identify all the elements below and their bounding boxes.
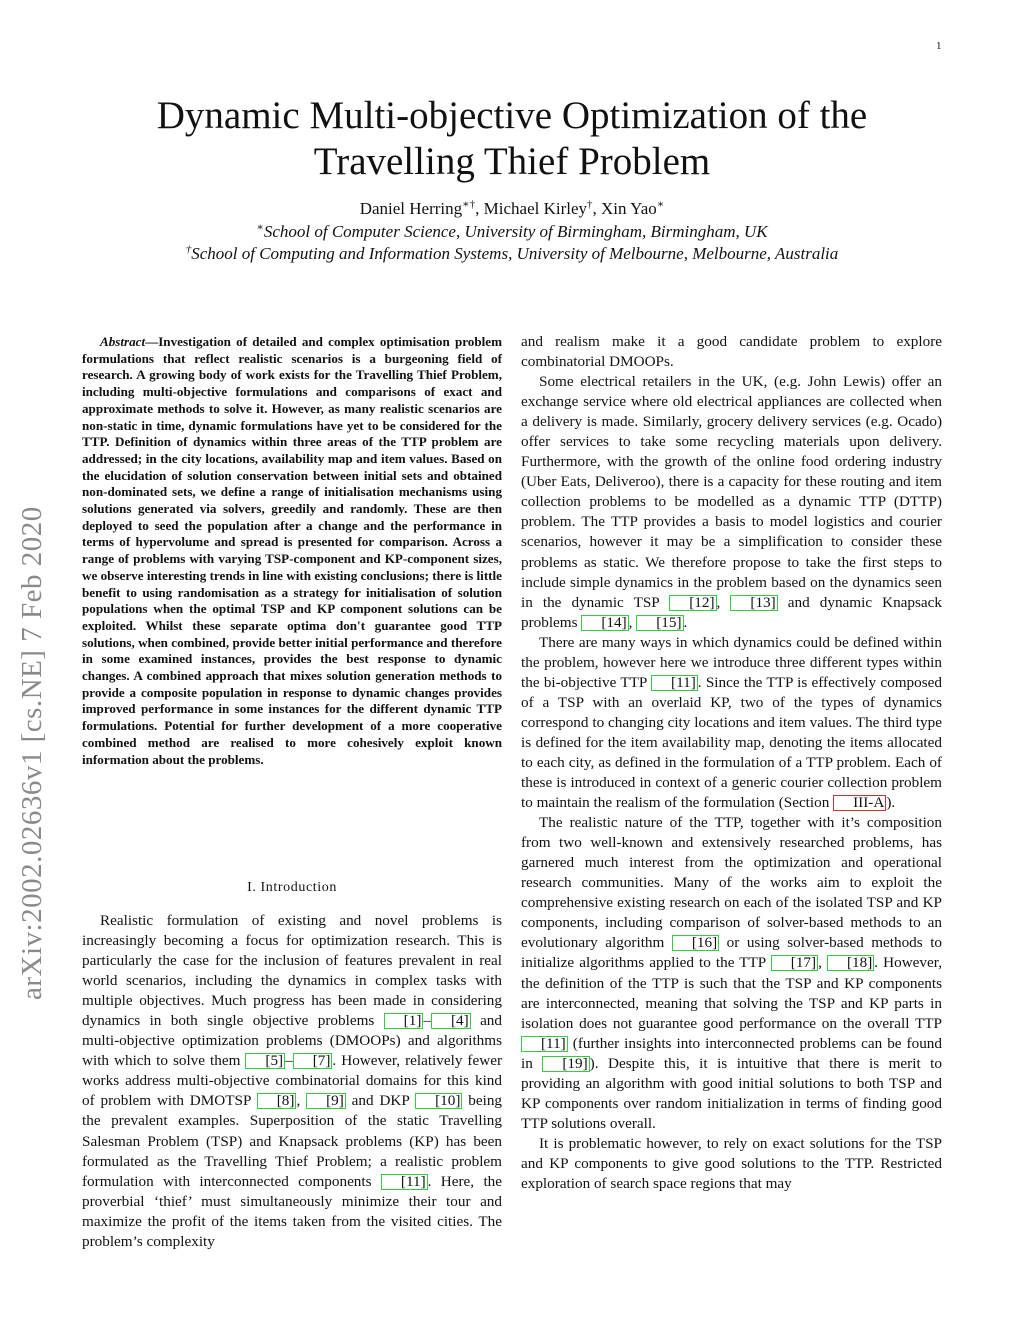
- author-3: , Xin Yao: [592, 199, 657, 218]
- abstract: [82, 334, 502, 768]
- body-text: (further insights into interconnected problems can be found in: [521, 1034, 942, 1072]
- introduction-paragraph-1: [82, 911, 502, 1252]
- author-1: Daniel Herring: [359, 199, 463, 218]
- citation-link[interactable]: [9]: [306, 1093, 346, 1109]
- title-line-1: Dynamic Multi-objective Optimization of the: [156, 94, 868, 137]
- body-text: . However, the definition of the TTP is such that the TSP and KP components are interconnected, meaning that solving the TSP and KP parts in isolation does not guarantee good performance on the overall TTP: [521, 954, 942, 1032]
- body-text: or using solver-based methods to initialize algorithms applied to the TTP: [521, 934, 943, 972]
- affiliation-1-text: School of Computer Science, University of Birmingham, Birmingham, UK: [263, 222, 768, 241]
- body-text: . Since the TTP is effectively composed of a TSP with an overlaid KP, two of the types of dynamics correspond to changing city locations and item values. The third type is defined for the item availability map, denoting the items allocated to each city, as defined in the formulation of a TTP problem. Each of these is introduced in context of a generic courier collection problem to maintain the realism of the formulation (Section: [521, 673, 942, 812]
- right-paragraph-1: and realism make it a good candidate problem to explore combinatorial DMOOPs.: [521, 333, 942, 371]
- citation-link[interactable]: [1]: [384, 1013, 424, 1029]
- citation-link[interactable]: [12]: [669, 595, 716, 611]
- intro-text: ,: [296, 1092, 307, 1110]
- citation-link[interactable]: [11]: [381, 1174, 428, 1190]
- page-number: 1: [936, 40, 942, 52]
- author-3-marks: ∗: [656, 198, 665, 211]
- citation-link[interactable]: [8]: [257, 1093, 297, 1109]
- citation-link[interactable]: [17]: [771, 955, 818, 971]
- body-text: Some electrical retailers in the UK, (e.g. John Lewis) offer an exchange service where old electrical appliances are collected when a delivery is made. Similarly, grocery delivery services (e.g. Ocado) offer services to take some recycling materials upon delivery. Furthermore, with the growth of the online food ordering industry (Uber Eats, Deliveroo), there is a capacity for these routing and item collection problems to be modelled as a dynamic TTP (DTTP) problem. The TTP provides a basis to model logistics and courier scenarios, however it may be a simplification to consider these problems as static. We therefore propose to take the first steps to include simple dynamics in the problem based on the dynamics seen in the dynamic TSP: [521, 373, 942, 611]
- body-text: ).: [886, 794, 896, 812]
- section-cross-reference-link[interactable]: III-A: [833, 795, 886, 811]
- intro-text: and multi-objective optimization problems (DMOOPs) and algorithms with which to solve them: [82, 1012, 502, 1070]
- body-text: There are many ways in which dynamics could be defined within the problem, however here we introduce three different types within the bi-objective TTP: [521, 633, 942, 691]
- affiliation-1-mark: ∗: [256, 221, 264, 234]
- right-paragraph-2: [521, 372, 942, 633]
- body-text: ). Despite this, it is intuitive that there is merit to providing an algorithm with good initial solutions to both TSP and KP components over random initialization in terms of finding good TTP solutions overall.: [521, 1054, 942, 1132]
- author-list: [100, 198, 924, 220]
- arxiv-identifier-stamp[interactable]: arXiv:2002.02636v1 [cs.NE] 7 Feb 2020: [16, 506, 48, 1000]
- right-paragraph-4: [521, 813, 942, 1134]
- right-column: [521, 332, 942, 1194]
- citation-link[interactable]: [19]: [542, 1056, 589, 1072]
- citation-link[interactable]: [15]: [636, 615, 683, 631]
- right-paragraph-5: It is problematic however, to rely on exact solutions for the TSP and KP components to give good solutions to the TTP. Restricted exploration of search space regions that may: [521, 1134, 942, 1192]
- citation-link[interactable]: [11]: [651, 675, 698, 691]
- affiliation-2-text: School of Computing and Information Systems, University of Melbourne, Melbourne, Australia: [191, 244, 839, 263]
- intro-text: –: [285, 1052, 293, 1070]
- affiliation-2-mark: †: [185, 243, 192, 256]
- intro-text: . Here, the proverbial ‘thief’ must simultaneously minimize their tour and maximize the profit of the items taken from the visited cities. The problem’s complexity: [82, 1172, 502, 1250]
- citation-link[interactable]: [16]: [672, 935, 719, 951]
- citation-link[interactable]: [4]: [431, 1013, 471, 1029]
- citation-link[interactable]: [18]: [827, 955, 874, 971]
- paper-title: [100, 93, 924, 185]
- right-paragraph-3: [521, 633, 942, 813]
- abstract-dash: —: [145, 334, 159, 349]
- section-heading-introduction: I. Introduction: [247, 880, 337, 895]
- author-2: , Michael Kirley: [475, 199, 588, 218]
- author-1-marks: ∗†: [462, 198, 476, 211]
- body-text: ,: [716, 593, 731, 611]
- body-text: ,: [628, 613, 637, 631]
- citation-link[interactable]: [7]: [293, 1053, 333, 1069]
- abstract-label: Abstract: [100, 334, 146, 349]
- citation-link[interactable]: [10]: [415, 1093, 462, 1109]
- citation-link[interactable]: [13]: [730, 595, 777, 611]
- body-text: ,: [818, 954, 827, 972]
- title-line-2: Travelling Thief Problem: [313, 140, 711, 183]
- abstract-text: Investigation of detailed and complex optimisation problem formulations that reflect realistic scenarios is a burgeoning field of research. A growing body of work exists for the Travelling Thief Problem, including multi-objective formulations and comparisons of exact and approximate methods to solve it. However, as many realistic scenarios are non-static in time, dynamic formulations have yet to be considered for the TTP. Definition of dynamics within three areas of the TTP problem are addressed; in the city locations, availability map and item values. Based on the elucidation of solution conservation between initial sets and obtained non-dominated sets, we define a range of initialisation mechanisms using solutions generated via solvers, greedily and randomly. These are then deployed to seed the population after a change and the performance in terms of hypervolume and spread is presented for comparison. Across a range of problems with varying TSP-component and KP-component sizes, we observe interesting trends in line with existing conclusions; there is little benefit to using randomisation as a strategy for initialisation of solution populations when the optimal TSP and KP component solutions can be exploited. Whilst these separate optima don't guarantee good TTP solutions, when combined, provide better initial performance and therefore in some examined instances, provides the best response to dynamic changes. A combined approach that mixes solution generation methods to provide a composite population in response to dynamic changes provides improved performance in some instances for the different dynamic TTP formulations. Potential for further development of a more cooperative combined method are realised to more cohesively exploit known information about the problems.: [82, 334, 502, 767]
- affiliation-2: [100, 243, 924, 265]
- intro-text: being the prevalent examples. Superposition of the static Travelling Salesman Problem (TSP) and Knapsack problems (KP) has been formulated as the Travelling Thief Problem; a realistic problem formulation with interconnected components: [82, 1092, 503, 1190]
- intro-text: and DKP: [345, 1092, 416, 1110]
- intro-text: . However, relatively fewer works address multi-objective combinatorial domains for this kind of problem with DMOTSP: [82, 1052, 502, 1110]
- citation-link[interactable]: [5]: [245, 1053, 285, 1069]
- intro-text: –: [423, 1012, 431, 1030]
- body-text: The realistic nature of the TTP, together with it’s composition from two well-known and extensively researched problems, has garnered much interest from the optimization and operational research communities. Many of the works aim to exploit the comprehensive existing research on each of the isolated TSP and KP components, including comparison of solver-based methods to an evolutionary algorithm: [521, 814, 942, 952]
- intro-text: Realistic formulation of existing and novel problems is increasingly becoming a focus for optimization research. This is particularly the case for the inclusion of features prevalent in real world scenarios, including the dynamics in complex tasks with multiple objectives. Much progress has been made in considering dynamics in both single objective problems: [82, 912, 502, 1030]
- citation-link[interactable]: [14]: [581, 615, 628, 631]
- citation-link[interactable]: [11]: [521, 1036, 568, 1052]
- body-text: and dynamic Knapsack problems: [521, 593, 943, 631]
- body-text: .: [683, 613, 688, 631]
- affiliation-1: [100, 221, 924, 243]
- author-2-marks: †: [587, 198, 593, 211]
